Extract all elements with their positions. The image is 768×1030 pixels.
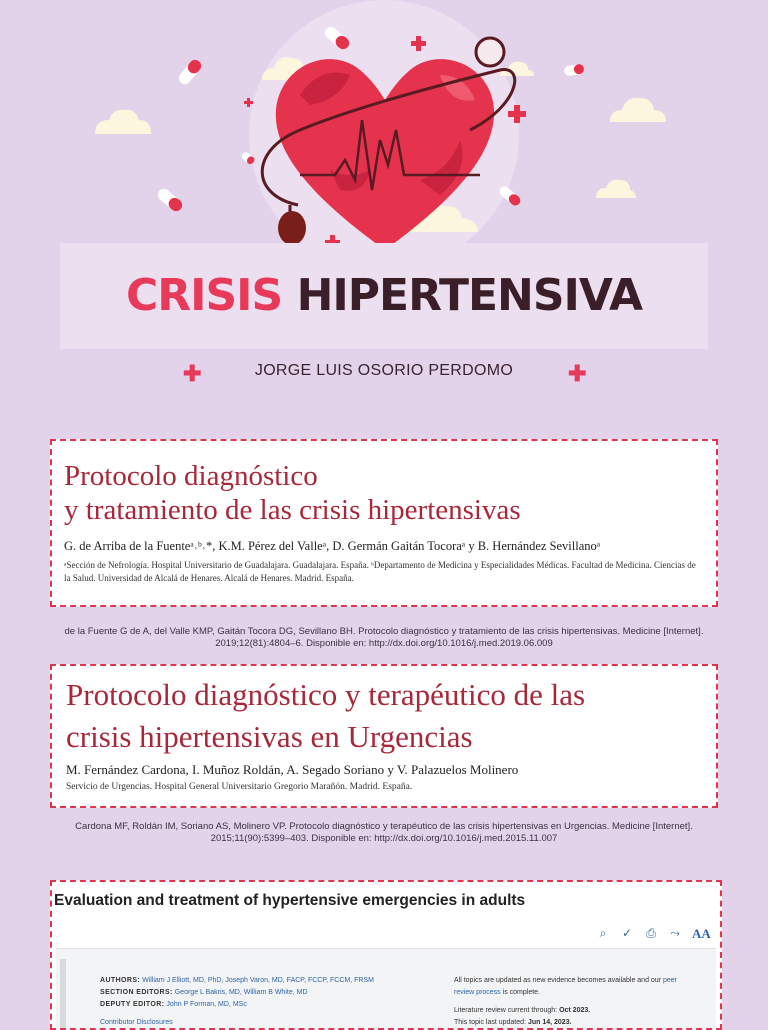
- article-card-1: [50, 439, 718, 607]
- article1-title: Protocolo diagnóstico y tratamiento de las crisis hipertensivas: [64, 460, 521, 526]
- plus-icon-right: ✚: [568, 361, 587, 386]
- update-note-line2: review process is complete.: [454, 989, 540, 996]
- article3-content: [56, 948, 716, 1028]
- article3-toolbar: [596, 926, 711, 942]
- section-editors-row: SECTION EDITORS: George L Bakris, MD, William B White, MD: [100, 989, 308, 996]
- search-text-icon[interactable]: ⌕: [599, 926, 607, 940]
- article-card-2: [50, 664, 718, 808]
- last-updated-row: This topic last updated: Jun 14, 2023.: [454, 1019, 572, 1026]
- contributor-disclosures-link[interactable]: Contributor Disclosures: [100, 1019, 173, 1026]
- peer-review-link[interactable]: peer: [662, 977, 677, 984]
- cover-title: [0, 268, 768, 324]
- article-card-3: [50, 880, 722, 1030]
- check-circle-icon[interactable]: ✓: [621, 926, 633, 940]
- section-editors-link[interactable]: George L Bakris, MD, William B White, MD: [174, 989, 308, 996]
- deputy-editor-row: DEPUTY EDITOR: John P Forman, MD, MSc: [100, 1001, 247, 1008]
- font-size-icon[interactable]: AA: [692, 926, 711, 941]
- scrollbar[interactable]: [60, 959, 66, 1028]
- article2-authors: M. Fernández Cardona, I. Muñoz Roldán, A. Segado Soriano y V. Palazuelos Molinero: [66, 762, 519, 777]
- authors-row: AUTHORS: William J Elliott, MD, PhD, Joseph Varon, MD, FACP, FCCP, FCCM, FRSM: [100, 977, 374, 984]
- author-name: JORGE LUIS OSORIO PERDOMO: [254, 362, 514, 379]
- title-word-hipertensiva: HIPERTENSIVA: [296, 270, 643, 321]
- share-icon[interactable]: ⤳: [670, 926, 680, 940]
- article2-title: Protocolo diagnóstico y terapéutico de las crisis hipertensivas en Urgencias: [66, 677, 586, 754]
- authors-link[interactable]: William J Elliott, MD, PhD, Joseph Varon, MD, FACP, FCCP, FCCM, FRSM: [142, 977, 374, 984]
- update-note-line1: All topics are updated as new evidence becomes available and our peer: [454, 977, 677, 984]
- print-icon[interactable]: ⎙: [646, 926, 656, 940]
- heart-illustration: [0, 0, 768, 260]
- article2-reference: Cardona MF, Roldán IM, Soriano AS, Molinero VP. Protocolo diagnóstico y terapéutico de las crisis hipertensivas en Urgencias. Medicine [Internet]. 2015;11(90):5399–403. Disponible en: http://dx.doi.org/10.1016/j.med.2015.11.007: [75, 821, 693, 844]
- deputy-editor-link[interactable]: John P Forman, MD, MSc: [166, 1001, 247, 1008]
- article1-affiliation: ᵃSección de Nefrología. Hospital Universitario de Guadalajara. Guadalajara. España. ᵇDepartamento de Medicina y Especialidades Médicas. Facultad de Medicina. Ciencias de la Salud. Universidad de Alcalá de Henares. Alcalá de Henares. Madrid. España.: [64, 560, 696, 583]
- plus-icon-left: ✚: [183, 361, 202, 386]
- review-process-link[interactable]: review process: [454, 989, 501, 996]
- article1-authors: G. de Arriba de la Fuenteᵃ˒ᵇ˒*, K.M. Pérez del Valleᵃ, D. Germán Gaitán Tocoraᵃ y B. Hernández Sevillanoᵃ: [64, 539, 601, 553]
- article3-title: Evaluation and treatment of hypertensive emergencies in adults: [54, 892, 526, 909]
- literature-review-row: Literature review current through: Oct 2023.: [454, 1007, 591, 1014]
- disclosures-row: [100, 1019, 173, 1026]
- title-word-crisis: CRISIS: [125, 270, 283, 321]
- stethoscope-chestpiece: [278, 211, 306, 245]
- article2-affiliation: Servicio de Urgencias. Hospital General Universitario Gregorio Marañón. Madrid. España.: [66, 782, 413, 792]
- article1-reference: de la Fuente G de A, del Valle KMP, Gaitán Tocora DG, Sevillano BH. Protocolo diagnóstico y tratamiento de las crisis hipertensivas. Medicine [Internet]. 2019;12(81):4804–6. Disponible en: http://dx.doi.org/10.1016/j.med.2019.06.009: [64, 626, 704, 649]
